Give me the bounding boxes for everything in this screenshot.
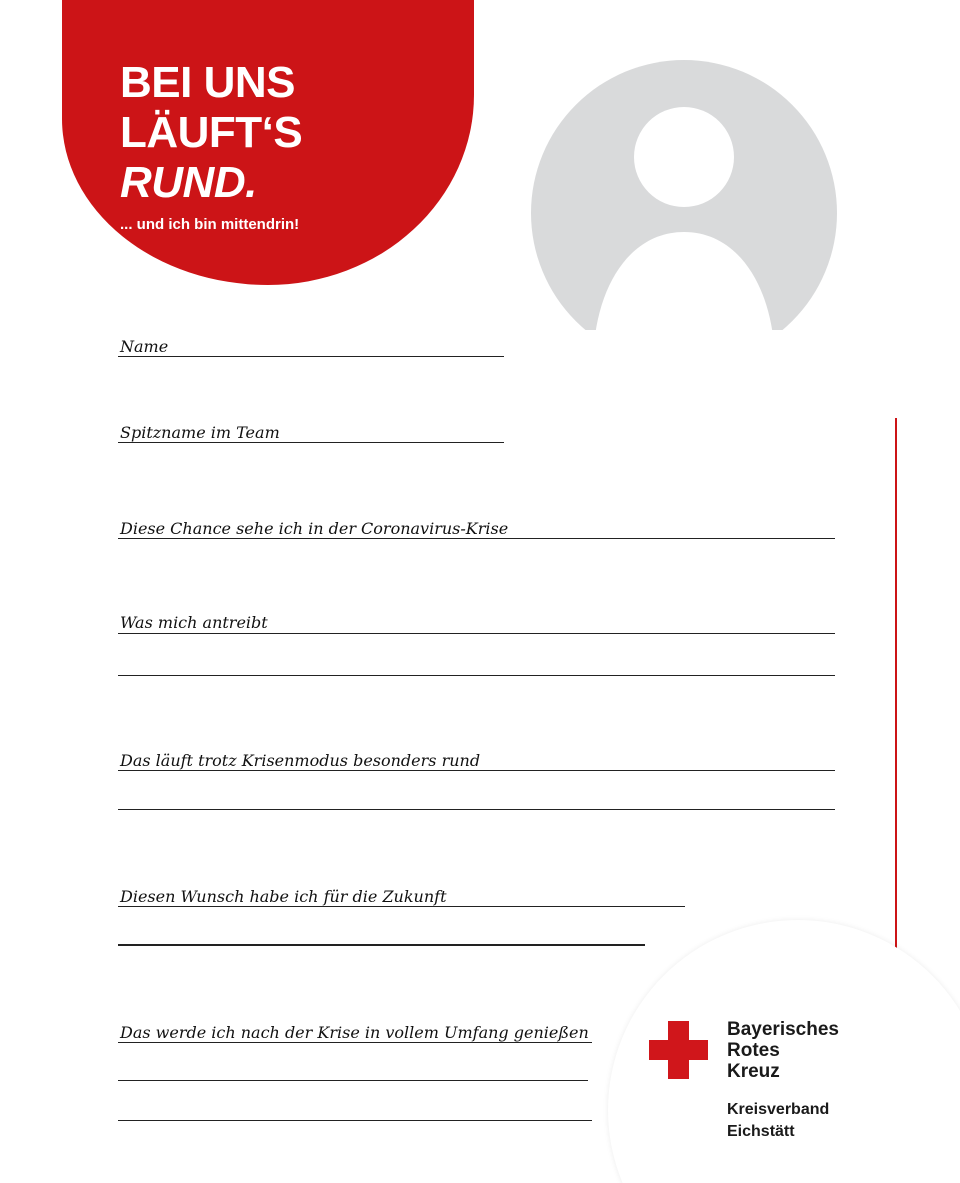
organization-unit [727, 1099, 829, 1143]
headline-line-2: LÄUFT‘S [120, 108, 303, 157]
wish-line-2[interactable] [118, 944, 645, 946]
nickname-label: Spitzname im Team [120, 423, 280, 442]
org-line-1: Bayerisches [727, 1019, 839, 1040]
enjoy-label: Das werde ich nach der Krise in vollem Umfang genießen [120, 1023, 589, 1042]
enjoy-line-1[interactable] [118, 1042, 592, 1043]
chance-label: Diese Chance sehe ich in der Coronavirus-Krise [120, 519, 509, 538]
wish-line-1[interactable] [118, 906, 685, 907]
wish-label: Diesen Wunsch habe ich für die Zukunft [120, 887, 447, 906]
user-placeholder-icon [531, 60, 837, 366]
running-well-line-1[interactable] [118, 770, 835, 771]
chance-line[interactable] [118, 538, 835, 539]
org-line-2: Rotes [727, 1040, 780, 1061]
motivation-line-2[interactable] [118, 675, 835, 676]
name-line[interactable] [118, 356, 504, 357]
nickname-line[interactable] [118, 442, 504, 443]
org-line-3: Kreuz [727, 1061, 780, 1082]
unit-line-1: Kreisverband [727, 1101, 830, 1118]
side-accent-line [895, 418, 897, 958]
name-label: Name [120, 337, 169, 356]
running-well-label: Das läuft trotz Krisenmodus besonders rund [120, 751, 481, 770]
headline-line-1: BEI UNS [120, 58, 295, 107]
red-cross-icon [649, 1021, 708, 1079]
motivation-label: Was mich antreibt [120, 613, 268, 632]
motivation-line-1[interactable] [118, 633, 835, 634]
headline-subline: ... und ich bin mittendrin! [120, 216, 300, 233]
headline-line-3: RUND. [120, 158, 257, 207]
running-well-line-2[interactable] [118, 809, 835, 810]
unit-line-2: Eichstätt [727, 1123, 795, 1140]
enjoy-line-2[interactable] [118, 1080, 588, 1081]
headline [120, 58, 302, 208]
enjoy-line-3[interactable] [118, 1120, 592, 1121]
organization-name [727, 1019, 839, 1082]
